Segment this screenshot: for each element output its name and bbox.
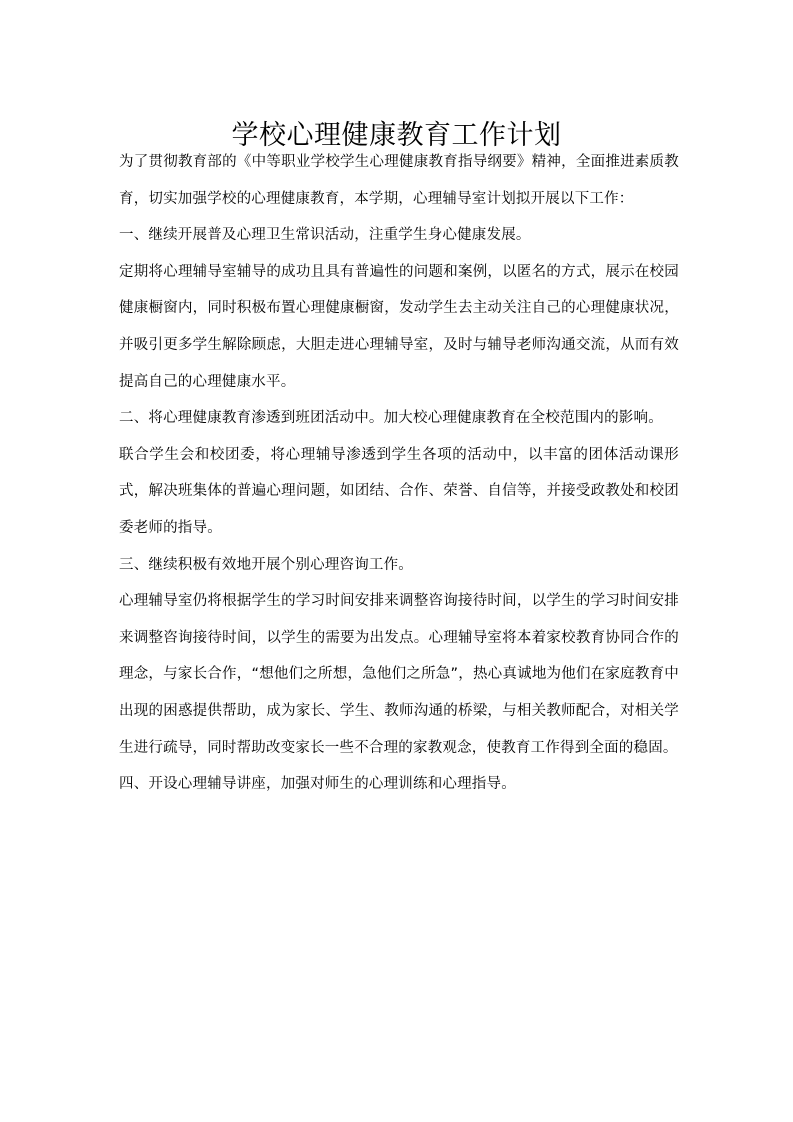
- paragraph-section-1: 定期将心理辅导室辅导的成功且具有普遍性的问题和案例，以匿名的方式，展示在校园健康橱窗内，同时积极布置心理健康橱窗，发动学生去主动关注自己的心理健康状况，并吸引更多学生解除顾虑，大胆走进心理辅导室，及时与辅导老师沟通交流，从而有效提高自己的心理健康水平。: [119, 263, 679, 390]
- document-body: [119, 144, 679, 803]
- section-heading-3: 三、继续积极有效地开展个别心理咨询工作。: [119, 556, 413, 573]
- paragraph-section-3: 心理辅导室仍将根据学生的学习时间安排来调整咨询接待时间，以学生的学习时间安排来调整咨询接待时间，以学生的需要为出发点。心理辅导室将本着家校教育协同合作的理念，与家长合作，“想他们之所想，急他们之所急”，热心真诚地为他们在家庭教育中出现的困惑提供帮助，成为家长、学生、教师沟通的桥梁，与相关教师配合，对相关学生进行疏导，同时帮助改变家长一些不合理的家教观念，使教育工作得到全面的稳固。: [119, 593, 679, 756]
- paragraph-section-2: 联合学生会和校团委，将心理辅导渗透到学生各项的活动中，以丰富的团体活动课形式，解决班集体的普遍心理问题，如团结、合作、荣誉、自信等，并接受政教处和校团委老师的指导。: [119, 446, 679, 536]
- section-heading-2: 二、将心理健康教育渗透到班团活动中。加大校心理健康教育在全校范围内的影响。: [119, 410, 663, 427]
- section-heading-4: 四、开设心理辅导讲座，加强对师生的心理训练和心理指导。: [119, 776, 516, 793]
- paragraph-intro: 为了贯彻教育部的《中等职业学校学生心理健康教育指导纲要》精神，全面推进素质教育，切实加强学校的心理健康教育，本学期，心理辅导室计划拟开展以下工作：: [119, 154, 679, 207]
- document-title: 学校心理健康教育工作计划: [231, 120, 562, 152]
- section-heading-1: 一、继续开展普及心理卫生常识活动，注重学生身心健康发展。: [119, 227, 531, 244]
